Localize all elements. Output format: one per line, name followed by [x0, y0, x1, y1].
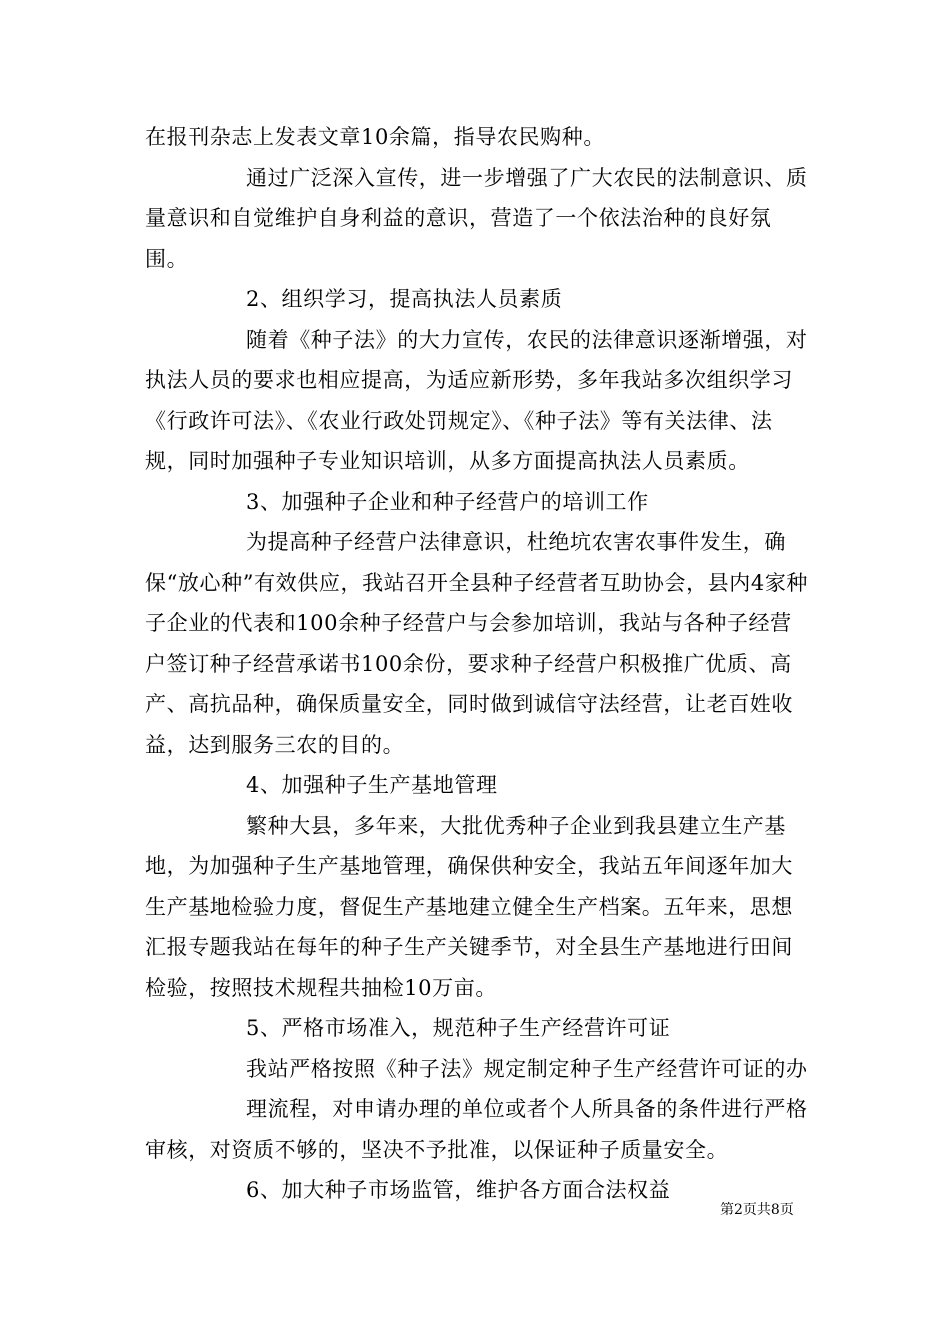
paragraph-section-4: 繁种大县，多年来，大批优秀种子企业到我县建立生产基地，为加强种子生产基地管理，确保供种安全，我站五年间逐年加大生产基地检验力度，督促生产基地建立健全生产档案。五年来，思想汇报专题我站在每年的种子生产关键季节，对全县生产基地进行田间检验，按照技术规程共抽检10万亩。	[145, 813, 793, 1000]
paragraph-publicity-summary: 通过广泛深入宣传，进一步增强了广大农民的法制意识、质量意识和自觉维护自身利益的意识，营造了一个依法治种的良好氛围。	[145, 165, 808, 271]
page-number-footer: 第2页共8页	[720, 1202, 794, 1218]
paragraph-section-5-part-1: 我站严格按照《种子法》规定制定种子生产经营许可证的办	[246, 1056, 808, 1081]
paragraph-section-3: 为提高种子经营户法律意识，杜绝坑农害农事件发生，确保“放心种”有效供应，我站召开全县种子经营者互助协会，县内4家种子企业的代表和100余种子经营户与会参加培训，我站与各种子经营户签订种子经营承诺书100余份，要求种子经营户积极推广优质、高产、高抗品种，确保质量安全，同时做到诚信守法经营，让老百姓收益，达到服务三农的目的。	[145, 530, 809, 757]
section-heading-2: 2、组织学习，提高执法人员素质	[246, 287, 563, 311]
section-heading-4: 4、加强种子生产基地管理	[246, 773, 498, 797]
body-text	[145, 117, 813, 1211]
paragraph-continuation: 在报刊杂志上发表文章10余篇，指导农民购种。	[145, 125, 605, 149]
section-heading-3: 3、加强种子企业和种子经营户的培训工作	[246, 489, 649, 514]
section-heading-6: 6、加大种子市场监管，维护各方面合法权益	[246, 1178, 671, 1202]
paragraph-section-5-part-2: 理流程，对申请办理的单位或者个人所具备的条件进行严格审核，对资质不够的，坚决不予批准，以保证种子质量安全。	[145, 1097, 808, 1162]
paragraph-section-2: 随着《种子法》的大力宣传，农民的法律意识逐渐增强，对执法人员的要求也相应提高，为适应新形势，多年我站多次组织学习《行政许可法》、《农业行政处罚规定》、《种子法》等有关法律、法规，同时加强种子专业知识培训，从多方面提高执法人员素质。	[145, 327, 808, 473]
section-heading-5: 5、严格市场准入，规范种子生产经营许可证	[246, 1016, 671, 1040]
